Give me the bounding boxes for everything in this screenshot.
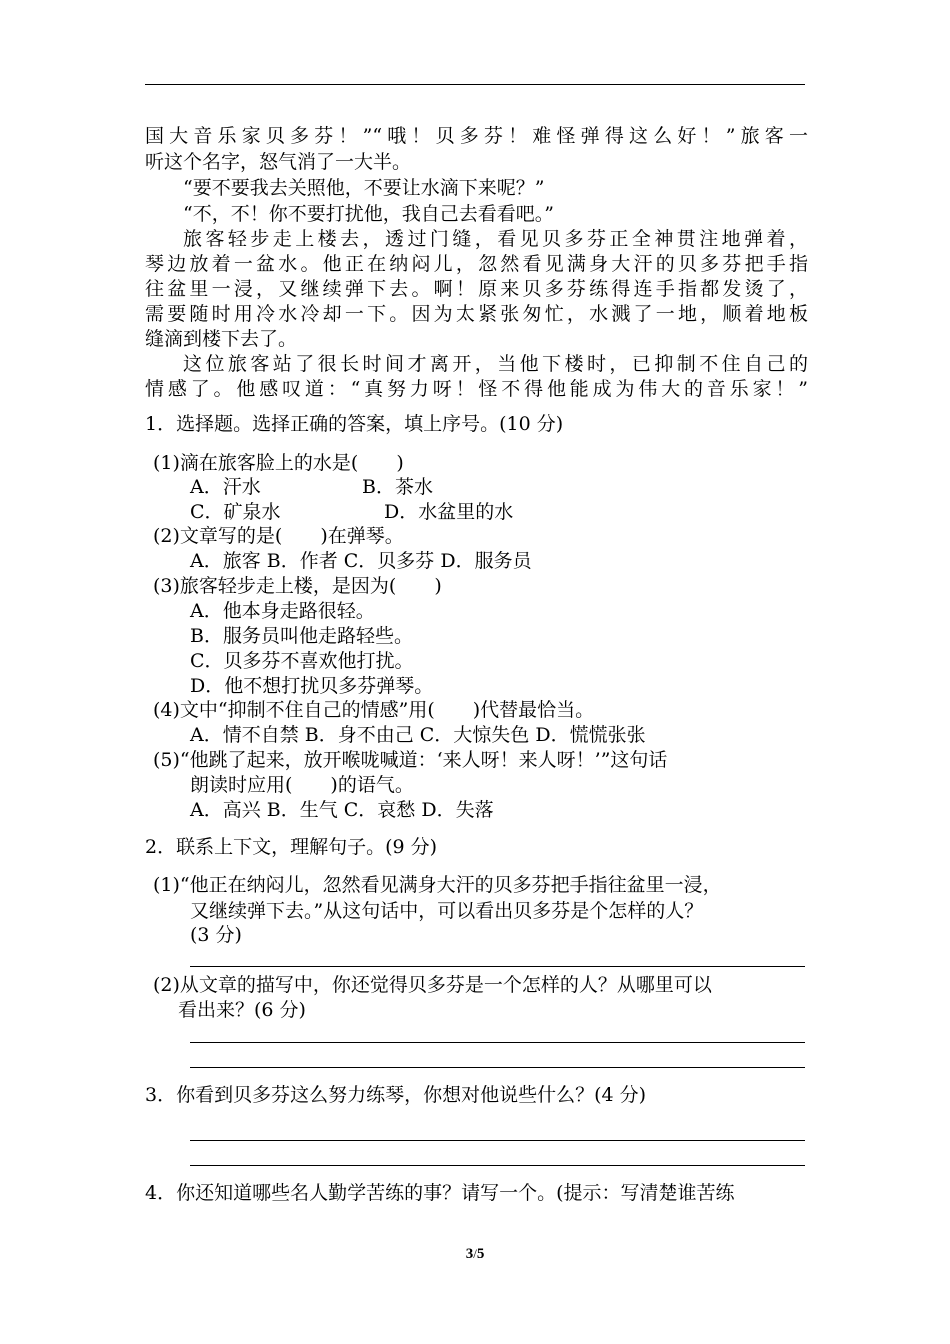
page-total: 5 xyxy=(476,1246,485,1262)
q1-4-stem: (4)文中“抑制不住自己的情感”用( )代替最恰当。 xyxy=(153,699,595,721)
passage-line-6: 琴边放着一盆水。他正在纳闷儿，忽然看见满身大汗的贝多芬把手指 xyxy=(145,253,808,275)
passage-line-4: “不，不！你不要打扰他，我自己去看看吧。” xyxy=(183,203,554,225)
q2-1-line-2: 又继续弹下去。”从这句话中，可以看出贝多芬是个怎样的人？ xyxy=(190,900,704,922)
page-separator: / xyxy=(473,1246,477,1261)
q1-3-option-b: B．服务员叫他走路轻些。 xyxy=(190,625,413,647)
passage-line-9: 缝滴到楼下去了。 xyxy=(145,328,298,350)
q2-1-line-1: (1)“他正在纳闷儿，忽然看见满身大汗的贝多芬把手指往盆里一浸， xyxy=(153,874,722,896)
q2-2-line-2: 看出来？(6 分) xyxy=(178,999,306,1021)
passage-line-8: 需要随时用冷水冷却一下。因为太紧张匆忙，水溅了一地，顺着地板 xyxy=(145,303,808,325)
q1-1-option-d: D．水盆里的水 xyxy=(384,501,514,523)
q2-1-line-3: (3 分) xyxy=(190,924,242,946)
q1-4-options: A．情不自禁 B．身不由己 C．大惊失色 D．慌慌张张 xyxy=(190,724,646,746)
q2-stem: 2．联系上下文，理解句子。(9 分) xyxy=(145,836,438,858)
q1-1-option-c: C．矿泉水 xyxy=(190,501,281,523)
q1-1-stem: (1)滴在旅客脸上的水是( ) xyxy=(153,452,404,474)
passage-line-3: “要不要我去关照他，不要让水滴下来呢？” xyxy=(183,177,545,199)
q1-5-stem-cont: 朗读时应用( )的语气。 xyxy=(190,774,414,796)
q1-1-option-b: B．茶水 xyxy=(362,476,433,498)
passage-line-1: 国大音乐家贝多芬！”“哦！贝多芬！难怪弹得这么好！”旅客一 xyxy=(145,125,808,147)
passage-line-2: 听这个名字，怒气消了一大半。 xyxy=(145,151,412,173)
q1-3-option-d: D．他不想打扰贝多芬弹琴。 xyxy=(190,675,434,697)
q2-2-answer-line-1[interactable] xyxy=(190,1042,805,1043)
q1-3-option-c: C．贝多芬不喜欢他打扰。 xyxy=(190,650,414,672)
q3-answer-line-2[interactable] xyxy=(190,1165,805,1166)
q1-5-options: A．高兴 B．生气 C．哀愁 D．失落 xyxy=(190,799,494,821)
q1-5-stem: (5)“他跳了起来，放开喉咙喊道：‘来人呀！来人呀！’”这句话 xyxy=(153,749,668,771)
page-current: 3 xyxy=(465,1246,474,1262)
q1-1-option-a: A．汗水 xyxy=(190,476,261,498)
q1-stem: 1．选择题。选择正确的答案，填上序号。(10 分) xyxy=(145,413,564,435)
q2-2-line-1: (2)从文章的描写中，你还觉得贝多芬是一个怎样的人？从哪里可以 xyxy=(153,974,712,996)
q2-2-answer-line-2[interactable] xyxy=(190,1067,805,1068)
page-number xyxy=(0,1246,950,1263)
passage-line-5: 旅客轻步走上楼去，透过门缝，看见贝多芬正全神贯注地弹着， xyxy=(183,228,808,250)
q2-1-answer-line[interactable] xyxy=(190,966,805,967)
q3-stem: 3．你看到贝多芬这么努力练琴，你想对他说些什么？(4 分) xyxy=(145,1084,647,1106)
q3-answer-line-1[interactable] xyxy=(190,1140,805,1141)
q1-2-stem: (2)文章写的是( )在弹琴。 xyxy=(153,525,404,547)
passage-line-11: 情感了。他感叹道：“真努力呀！怪不得他能成为伟大的音乐家！” xyxy=(145,378,808,400)
header-rule xyxy=(145,84,805,85)
q1-2-options: A．旅客 B．作者 C．贝多芬 D．服务员 xyxy=(190,550,532,572)
passage-line-10: 这位旅客站了很长时间才离开，当他下楼时，已抑制不住自己的 xyxy=(183,353,808,375)
q4-stem: 4．你还知道哪些名人勤学苦练的事？请写一个。(提示：写清楚谁苦练 xyxy=(145,1182,735,1204)
passage-line-7: 往盆里一浸，又继续弹下去。啊！原来贝多芬练得连手指都发烫了， xyxy=(145,278,808,300)
q1-3-option-a: A．他本身走路很轻。 xyxy=(190,600,375,622)
q1-3-stem: (3)旅客轻步走上楼，是因为( ) xyxy=(153,575,442,597)
